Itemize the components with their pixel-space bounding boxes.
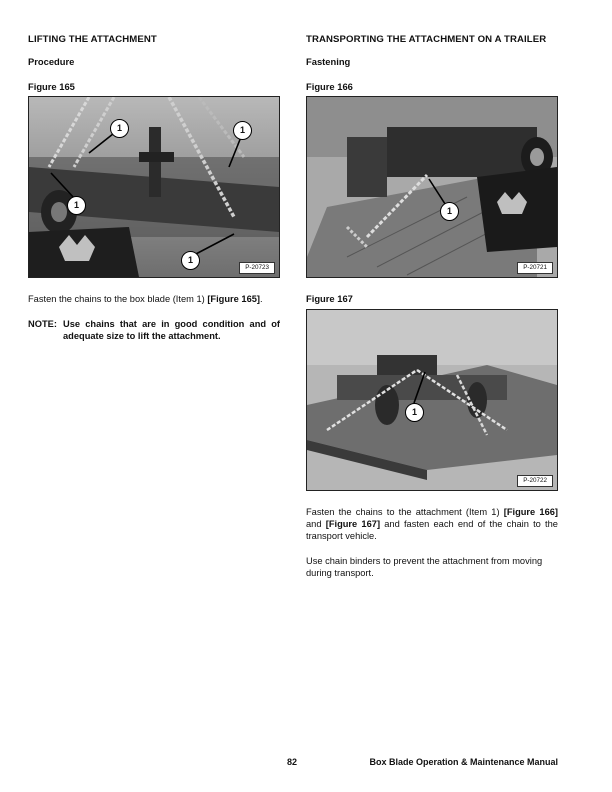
figure-166-code: P-20721 [517, 262, 553, 274]
subsection-procedure: Procedure [28, 56, 75, 67]
figure-165-callout-1c: 1 [67, 196, 86, 215]
figure-166-ref: [Figure 166] [503, 507, 559, 517]
lifting-note [28, 318, 280, 342]
figure-165-label: Figure 165 [28, 81, 75, 92]
section-title-lifting: LIFTING THE ATTACHMENT [28, 34, 157, 45]
note-label: NOTE: [28, 319, 57, 329]
figure-165-callout-1d: 1 [181, 251, 200, 270]
attachment-photo-illustration [307, 310, 557, 490]
figure-167-callout-1: 1 [405, 403, 424, 422]
transport-paragraph-1: Fasten the chains to the attachment (Item 1) [Figure 166] and [Figure 167] and fasten each end of the chain to the transport vehicle. [306, 507, 559, 542]
transport-paragraph-2: Use chain binders to prevent the attachment from moving during transport. [306, 556, 543, 579]
figure-165-ref: [Figure 165] [207, 294, 261, 304]
note-text: Use chains that are in good condition and of adequate size to lift the attachment. [63, 319, 280, 342]
manual-title: Box Blade Operation & Maintenance Manual [369, 757, 558, 767]
figure-166-label: Figure 166 [306, 81, 353, 92]
figure-167-code: P-20722 [517, 475, 553, 487]
section-title-transporting: TRANSPORTING THE ATTACHMENT ON A TRAILER [306, 34, 547, 45]
subsection-fastening: Fastening [306, 56, 351, 67]
figure-165-callout-1a: 1 [110, 119, 129, 138]
figure-167-ref: [Figure 167] [325, 519, 381, 530]
figure-165-code: P-20723 [239, 262, 275, 274]
figure-167-image [306, 309, 558, 491]
figure-167-label: Figure 167 [306, 293, 353, 304]
figure-166-image [306, 96, 558, 278]
figure-165-image [28, 96, 280, 278]
lifting-paragraph: Fasten the chains to the box blade (Item 1) [Figure 165]. [28, 294, 263, 304]
trailer-photo-illustration [307, 97, 557, 277]
figure-165-callout-1b: 1 [233, 121, 252, 140]
page-number: 82 [287, 757, 298, 767]
figure-166-callout-1: 1 [440, 202, 459, 221]
